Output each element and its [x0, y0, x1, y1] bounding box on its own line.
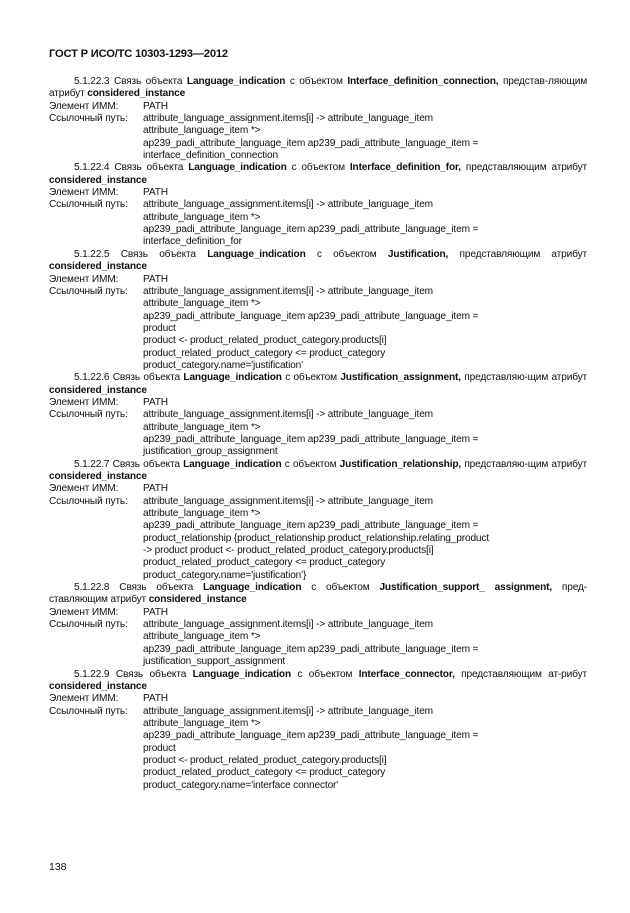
ref-path-lines — [143, 199, 587, 248]
ref-path-line: product_category.name='justification' — [143, 359, 303, 371]
ref-path-line: ap239_padi_attribute_language_item ap239_padi_attribute_language_item = — [143, 433, 479, 445]
section-title — [49, 582, 587, 607]
ref-path-row — [49, 199, 587, 248]
attribute-name: considered_instance — [148, 594, 247, 606]
ref-path-line: ap239_padi_attribute_language_item ap239_padi_attribute_language_item = — [143, 310, 479, 322]
page-header: ГОСТ Р ИСО/ТС 10303-1293—2012 — [49, 48, 228, 60]
element-label: Элемент ИММ: — [49, 187, 119, 199]
ref-path-line: product <- product_related_product_category.products[i] — [143, 754, 387, 766]
attribute-name: considered_instance — [49, 680, 147, 692]
attribute-name: considered_instance — [49, 384, 147, 396]
title-prefix: Связь объекта — [112, 458, 180, 470]
ref-path-line: attribute_language_item *> — [143, 631, 261, 643]
mapping-section — [49, 249, 587, 372]
attribute-name: considered_instance — [49, 471, 147, 482]
ref-path-lines — [143, 286, 587, 372]
title-mid: с объектом — [289, 76, 343, 87]
ref-path-row — [49, 113, 587, 162]
element-value: PATH — [143, 396, 168, 408]
entity-name: Language_indication — [192, 668, 292, 680]
ref-path-line: product_related_product_category <= product_category — [143, 557, 386, 569]
ref-path-line: ap239_padi_attribute_language_item ap239_padi_attribute_language_item = — [143, 520, 479, 532]
element-value: PATH — [143, 100, 168, 112]
title-suffix: пред-ставляющим атрибут — [49, 582, 587, 606]
title-mid: с объектом — [285, 372, 337, 384]
ref-path-line: -> product product <- product_related_product_category.products[i] — [143, 545, 434, 557]
title-mid: с объектом — [284, 458, 337, 470]
element-label: Элемент ИММ: — [49, 606, 119, 618]
ref-path-line: attribute_language_assignment.items[i] -> attribute_language_item — [143, 409, 433, 421]
element-row — [49, 187, 587, 199]
element-value: PATH — [143, 483, 168, 495]
ref-path-line: product_related_product_category <= product_category — [143, 767, 386, 779]
ref-path-row — [49, 496, 587, 582]
ref-path-label: Ссылочный путь: — [49, 495, 128, 507]
ref-path-line: product — [143, 742, 176, 754]
ref-path-line: attribute_language_item *> — [143, 508, 261, 520]
ref-path-row — [49, 286, 587, 372]
title-prefix: Связь объекта — [112, 372, 181, 384]
title-prefix: Связь объекта — [120, 248, 196, 260]
section-title — [49, 76, 587, 101]
target-entity-name: Interface_definition_for, — [349, 162, 461, 174]
ref-path-lines — [143, 113, 587, 162]
element-row — [49, 693, 587, 705]
entity-name: Language_indication — [186, 76, 286, 87]
ref-path-line: interface_definition_for — [143, 236, 242, 248]
title-suffix: представляющим ат-рибут — [461, 668, 587, 680]
ref-path-label: Ссылочный путь: — [49, 409, 128, 421]
title-mid: с объектом — [311, 582, 370, 594]
ref-path-line: ap239_padi_attribute_language_item ap239_padi_attribute_language_item = — [143, 137, 479, 149]
section-number: 5.1.22.7 — [74, 458, 110, 470]
ref-path-line: ap239_padi_attribute_language_item ap239_padi_attribute_language_item = — [143, 224, 479, 236]
section-number: 5.1.22.5 — [74, 248, 110, 260]
mapping-section — [49, 669, 587, 792]
ref-path-line: justification_group_assignment — [143, 446, 278, 458]
element-value: PATH — [143, 693, 168, 705]
mapping-section — [49, 162, 587, 248]
target-entity-name: Interface_definition_connection, — [347, 76, 499, 87]
element-value: PATH — [143, 273, 168, 285]
attribute-name: considered_instance — [49, 174, 147, 186]
ref-path-line: interface_definition_connection — [143, 150, 278, 162]
ref-path-lines — [143, 409, 587, 458]
ref-path-line: attribute_language_assignment.items[i] -> attribute_language_item — [143, 619, 433, 631]
ref-path-line: attribute_language_item *> — [143, 298, 261, 310]
title-mid: с объектом — [316, 248, 377, 260]
ref-path-line: attribute_language_assignment.items[i] -> attribute_language_item — [143, 285, 433, 297]
entity-name: Language_indication — [183, 372, 282, 384]
ref-path-label: Ссылочный путь: — [49, 619, 128, 631]
ref-path-line: attribute_language_item *> — [143, 211, 261, 223]
ref-path-line: attribute_language_assignment.items[i] -> attribute_language_item — [143, 705, 433, 717]
title-prefix: Связь объекта — [115, 668, 187, 680]
section-number: 5.1.22.9 — [74, 668, 110, 680]
ref-path-line: product — [143, 322, 176, 334]
ref-path-line: attribute_language_assignment.items[i] -> attribute_language_item — [143, 495, 433, 507]
element-row — [49, 101, 587, 113]
entity-name: Language_indication — [188, 162, 287, 174]
ref-path-line: ap239_padi_attribute_language_item ap239_padi_attribute_language_item = — [143, 730, 479, 742]
ref-path-label: Ссылочный путь: — [49, 705, 128, 717]
section-number: 5.1.22.3 — [74, 76, 110, 87]
attribute-name: considered_instance — [87, 88, 186, 100]
section-title — [49, 372, 587, 397]
element-row — [49, 397, 587, 409]
ref-path-label: Ссылочный путь: — [49, 199, 128, 211]
ref-path-label: Ссылочный путь: — [49, 113, 128, 125]
ref-path-line: attribute_language_assignment.items[i] -> attribute_language_item — [143, 113, 433, 125]
ref-path-line: ap239_padi_attribute_language_item ap239_padi_attribute_language_item = — [143, 643, 479, 655]
mapping-section — [49, 582, 587, 668]
element-row — [49, 274, 587, 286]
page-number: 138 — [49, 861, 67, 873]
ref-path-label: Ссылочный путь: — [49, 285, 128, 297]
ref-path-row — [49, 706, 587, 792]
element-label: Элемент ИММ: — [49, 483, 119, 495]
section-title — [49, 459, 587, 484]
section-title — [49, 162, 587, 187]
element-row — [49, 483, 587, 495]
document-body — [49, 76, 587, 792]
section-number: 5.1.22.4 — [74, 162, 110, 174]
target-entity-name: Justification_support_ assignment, — [379, 582, 553, 594]
ref-path-lines — [143, 706, 587, 792]
section-title — [49, 669, 587, 694]
ref-path-line: attribute_language_item *> — [143, 421, 261, 433]
element-row — [49, 607, 587, 619]
section-number: 5.1.22.6 — [74, 372, 110, 384]
section-number: 5.1.22.8 — [74, 582, 110, 594]
ref-path-line: product_category.name='interface connector' — [143, 779, 339, 791]
ref-path-line: product <- product_related_product_category.products[i] — [143, 335, 387, 347]
entity-name: Language_indication — [183, 458, 282, 470]
title-mid: с объектом — [297, 668, 353, 680]
title-prefix: Связь объекта — [113, 76, 183, 87]
element-value: PATH — [143, 187, 168, 199]
ref-path-line: attribute_language_item *> — [143, 717, 261, 729]
target-entity-name: Justification_assignment, — [340, 372, 461, 384]
target-entity-name: Justification_relationship, — [339, 458, 462, 470]
ref-path-line: attribute_language_assignment.items[i] -> attribute_language_item — [143, 199, 433, 211]
element-label: Элемент ИММ: — [49, 396, 119, 408]
title-prefix: Связь объекта — [119, 582, 194, 594]
attribute-name: considered_instance — [49, 261, 147, 273]
mapping-section — [49, 76, 587, 162]
entity-name: Language_indication — [207, 248, 306, 260]
ref-path-line: attribute_language_item *> — [143, 125, 261, 137]
element-label: Элемент ИММ: — [49, 273, 119, 285]
element-value: PATH — [143, 606, 168, 618]
ref-path-row — [49, 409, 587, 458]
ref-path-line: product_related_product_category <= product_category — [143, 347, 386, 359]
title-suffix: представляющим атрибут — [465, 162, 588, 174]
ref-path-lines — [143, 496, 587, 582]
ref-path-line: product_category.name='justification'} — [143, 569, 307, 581]
ref-path-lines — [143, 619, 587, 668]
target-entity-name: Interface_connector, — [358, 668, 455, 680]
title-suffix: представ-ляющим атрибут — [49, 76, 588, 100]
section-title — [49, 249, 587, 274]
title-suffix: представляю-щим атрибут — [464, 372, 588, 384]
ref-path-line: justification_support_assignment — [143, 656, 286, 668]
target-entity-name: Justification, — [387, 248, 449, 260]
entity-name: Language_indication — [202, 582, 302, 594]
mapping-section — [49, 372, 587, 458]
element-label: Элемент ИММ: — [49, 693, 119, 705]
mapping-section — [49, 459, 587, 582]
element-label: Элемент ИММ: — [49, 100, 119, 112]
title-suffix: представляю-щим атрибут — [464, 458, 587, 470]
title-suffix: представляющим атрибут — [459, 248, 587, 260]
ref-path-line: product_relationship {product_relationship product_relationship.relating_product — [143, 532, 489, 544]
ref-path-row — [49, 619, 587, 668]
title-prefix: Связь объекта — [114, 162, 184, 174]
title-mid: с объектом — [291, 162, 345, 174]
